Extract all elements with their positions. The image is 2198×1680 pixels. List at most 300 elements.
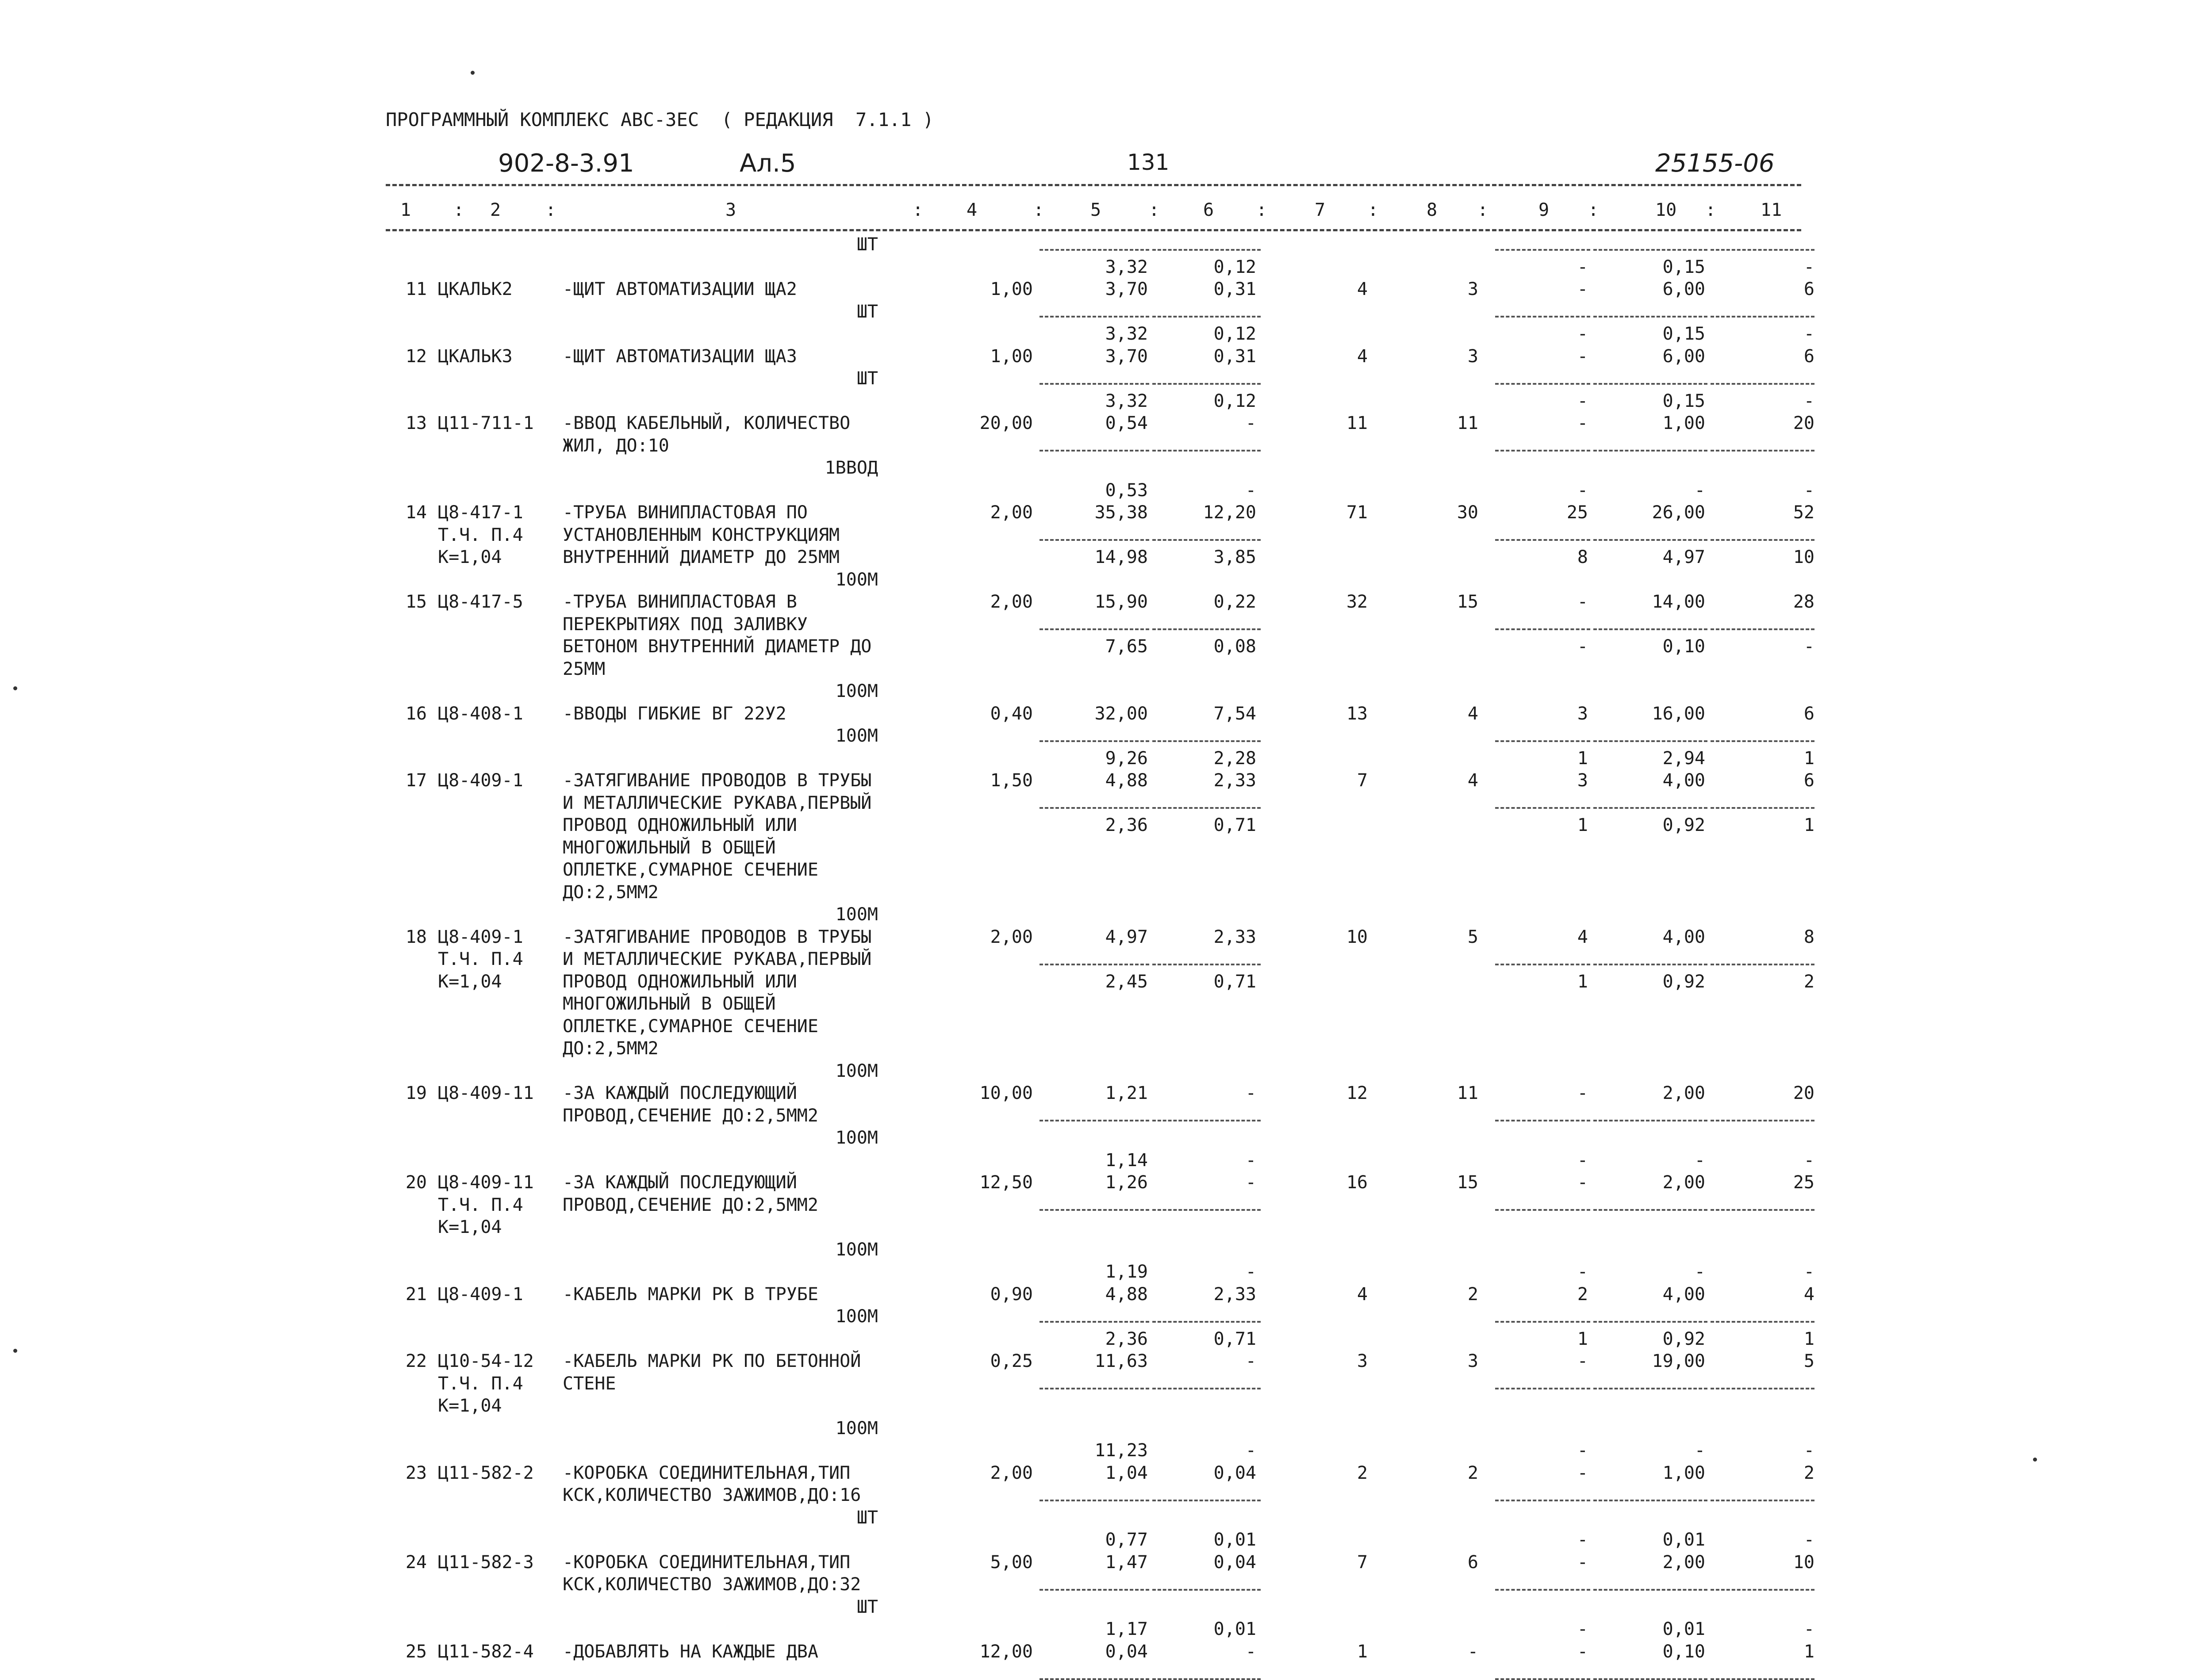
cell-col10: 4,00: [1662, 927, 1705, 947]
cell-col10: 0,10: [1662, 1642, 1705, 1662]
cell-col7: 32: [1346, 592, 1368, 612]
cell-underline: [1495, 1589, 1590, 1591]
cell-col11: 6: [1803, 704, 1814, 724]
cell-col6-sub: 0,71: [1213, 815, 1256, 835]
cell-underline: [1711, 1209, 1814, 1211]
cell-col9-extra: -: [1577, 324, 1588, 344]
cell-col9: -: [1577, 279, 1588, 299]
rate-code: Т.Ч. П.4: [438, 525, 523, 545]
cell-col10-extra: 0,15: [1662, 324, 1705, 344]
cell-underline: [1495, 964, 1590, 965]
cell-col5: 1,21: [1105, 1083, 1148, 1103]
cell-underline: [1593, 1209, 1707, 1211]
cell-col11-sub: 1: [1803, 815, 1814, 835]
cell-col6-sub: 3,85: [1213, 547, 1256, 567]
cell-underline: [1040, 1500, 1149, 1501]
column-number-6: 6: [1203, 200, 1214, 220]
cell-col5-sub: 2,36: [1105, 815, 1148, 835]
cell-col6: -: [1245, 1083, 1256, 1103]
cell-quantity: 2,00: [990, 502, 1033, 523]
cell-col7: 3: [1357, 1351, 1368, 1371]
cell-underline: [1495, 1678, 1590, 1680]
cell-underline: [1711, 807, 1814, 809]
cell-col9: 25: [1566, 502, 1588, 523]
cell-col11: 5: [1803, 1351, 1814, 1371]
cell-underline: [1040, 964, 1149, 965]
scan-speck: [471, 71, 475, 75]
cell-col5-sub: 2,45: [1105, 972, 1148, 992]
cell-col7: 12: [1346, 1083, 1368, 1103]
row-number: 16: [405, 704, 427, 724]
cell-underline: [1711, 628, 1814, 630]
cell-quantity: 12,50: [979, 1172, 1033, 1193]
cell-col9: 3: [1577, 704, 1588, 724]
cell-underline: [1495, 1388, 1590, 1389]
cell-col8: -: [1467, 1642, 1478, 1662]
cell-col11-extra: -: [1803, 1262, 1814, 1282]
cell-col8: 2: [1467, 1284, 1478, 1305]
work-description: ОПЛЕТКЕ,СУМАРНОЕ СЕЧЕНИЕ: [563, 1016, 818, 1037]
cell-underline: [1495, 1500, 1590, 1501]
album-label: Ал.5: [740, 149, 796, 178]
cell-quantity: 0,90: [990, 1284, 1033, 1305]
column-separator: :: [1588, 200, 1599, 220]
cell-col6-extra: 0,01: [1213, 1619, 1256, 1639]
work-description: -ТРУБА ВИНИПЛАСТОВАЯ ПО: [563, 502, 808, 523]
cell-underline: [1593, 1321, 1707, 1323]
cell-col5-extra: 2,36: [1105, 1329, 1148, 1349]
rate-code: Ц11-582-4: [438, 1642, 534, 1662]
cell-col8: 3: [1467, 279, 1478, 299]
cell-col7: 71: [1346, 502, 1368, 523]
cell-col9: -: [1577, 1083, 1588, 1103]
work-description: ПРОВОД ОДНОЖИЛЬНЫЙ ИЛИ: [563, 972, 797, 992]
cell-col11: 20: [1793, 1083, 1814, 1103]
column-number-11: 11: [1761, 200, 1782, 220]
column-number-9: 9: [1538, 200, 1550, 220]
cell-col5: 3,70: [1105, 279, 1148, 299]
rate-code: Ц8-409-1: [438, 770, 523, 791]
work-description: МНОГОЖИЛЬНЫЙ В ОБЩЕЙ: [563, 838, 776, 858]
cell-underline: [1040, 1388, 1149, 1389]
row-number: 14: [405, 502, 427, 523]
cell-col8: 4: [1467, 770, 1478, 791]
rate-code: ЦКАЛЬК3: [438, 346, 513, 367]
cell-col9: 4: [1577, 927, 1588, 947]
cell-underline: [1040, 450, 1149, 452]
header-bottom-rule: [386, 229, 1801, 231]
cell-col11-sub: 10: [1793, 547, 1814, 567]
cell-col9: -: [1577, 413, 1588, 433]
work-description: -ТРУБА ВИНИПЛАСТОВАЯ В: [563, 592, 797, 612]
cell-col11-extra: -: [1803, 391, 1814, 411]
cell-underline: [1593, 383, 1707, 385]
cell-underline: [1593, 539, 1707, 541]
work-description: МНОГОЖИЛЬНЫЙ В ОБЩЕЙ: [563, 994, 776, 1014]
cell-col9: -: [1577, 1552, 1588, 1573]
cell-col6: -: [1245, 413, 1256, 433]
work-description: -ЩИТ АВТОМАТИЗАЦИИ ЩА3: [563, 346, 797, 367]
cell-underline: [1593, 807, 1707, 809]
rate-code: Ц11-582-2: [438, 1463, 534, 1483]
cell-col10: 1,00: [1662, 413, 1705, 433]
rate-code: Ц8-409-11: [438, 1172, 534, 1193]
row-number: 18: [405, 927, 427, 947]
cell-col9-extra: 1: [1577, 1329, 1588, 1349]
rate-code: К=1,04: [438, 547, 502, 567]
cell-underline: [1711, 1321, 1814, 1323]
cell-quantity: 2,00: [990, 1463, 1033, 1483]
row-number: 15: [405, 592, 427, 612]
work-description: -ВВОДЫ ГИБКИЕ ВГ 22У2: [563, 704, 786, 724]
cell-col7: 2: [1357, 1463, 1368, 1483]
cell-col6: 12,20: [1203, 502, 1256, 523]
cell-underline: [1711, 539, 1814, 541]
cell-col5-extra: 3,32: [1105, 391, 1148, 411]
cell-col5: 4,97: [1105, 927, 1148, 947]
cell-col8: 11: [1457, 413, 1478, 433]
cell-col8: 6: [1467, 1552, 1478, 1573]
inventory-code: 25155-06: [1655, 149, 1775, 178]
page-number: 131: [1127, 149, 1170, 175]
cell-col6: 2,33: [1213, 927, 1256, 947]
cell-underline: [1495, 1321, 1590, 1323]
work-description: ВНУТРЕННИЙ ДИАМЕТР ДО 25ММ: [563, 547, 840, 567]
unit-label: 100М: [835, 904, 878, 925]
cell-col10-sub: 4,97: [1662, 547, 1705, 567]
cell-underline: [1152, 1500, 1261, 1501]
cell-underline: [1040, 1120, 1149, 1121]
cell-col8: 2: [1467, 1463, 1478, 1483]
cell-col6-extra: 0,12: [1213, 391, 1256, 411]
cell-quantity: 5,00: [990, 1552, 1033, 1573]
cell-col10: 4,00: [1662, 770, 1705, 791]
cell-underline: [1711, 964, 1814, 965]
cell-underline: [1152, 450, 1261, 452]
cell-underline: [1152, 1209, 1261, 1211]
cell-col10: 1,00: [1662, 1463, 1705, 1483]
cell-underline: [1711, 450, 1814, 452]
cell-col5-extra: 1,14: [1105, 1150, 1148, 1171]
rate-code: Т.Ч. П.4: [438, 1195, 523, 1215]
cell-col10-extra: 0,92: [1662, 1329, 1705, 1349]
cell-col10-extra: -: [1694, 480, 1705, 501]
cell-col5: 32,00: [1094, 704, 1148, 724]
rate-code: Ц8-417-1: [438, 502, 523, 523]
cell-col10-sub: 0,92: [1662, 815, 1705, 835]
cell-col9-extra: -: [1577, 257, 1588, 277]
column-separator: :: [1477, 200, 1488, 220]
cell-underline: [1593, 740, 1707, 742]
column-separator: :: [1368, 200, 1379, 220]
cell-col8: 4: [1467, 704, 1478, 724]
cell-col9: -: [1577, 1351, 1588, 1371]
cell-col10: 2,00: [1662, 1552, 1705, 1573]
cell-col9-extra: -: [1577, 1150, 1588, 1171]
column-number-7: 7: [1315, 200, 1326, 220]
cell-col11-extra: -: [1803, 1150, 1814, 1171]
cell-underline: [1495, 740, 1590, 742]
unit-label: ШТ: [856, 302, 878, 322]
column-number-2: 2: [490, 200, 501, 220]
unit-label: ШТ: [856, 1597, 878, 1617]
cell-underline: [1040, 807, 1149, 809]
cell-col5-extra: 0,77: [1105, 1530, 1148, 1550]
rate-code: К=1,04: [438, 1217, 502, 1237]
cell-col5-sub: 14,98: [1094, 547, 1148, 567]
column-separator: :: [913, 200, 924, 220]
cell-col6-extra: -: [1245, 480, 1256, 501]
cell-col6-extra: 0,71: [1213, 1329, 1256, 1349]
cell-underline: [1152, 1120, 1261, 1121]
unit-label: 100М: [835, 1418, 878, 1439]
cell-col5-extra: 3,32: [1105, 257, 1148, 277]
cell-underline: [1593, 1678, 1707, 1680]
cell-col10-extra: -: [1694, 1440, 1705, 1461]
cell-col7: 16: [1346, 1172, 1368, 1193]
cell-col7: 7: [1357, 770, 1368, 791]
row-number: 23: [405, 1463, 427, 1483]
cell-col10-extra: -: [1694, 1150, 1705, 1171]
unit-label: 100М: [835, 570, 878, 590]
cell-col5-extra: 1,19: [1105, 1262, 1148, 1282]
work-description: -ЩИТ АВТОМАТИЗАЦИИ ЩА2: [563, 279, 797, 299]
cell-col11-extra: -: [1803, 1440, 1814, 1461]
cell-col10: 6,00: [1662, 346, 1705, 367]
work-description: ПРОВОД,СЕЧЕНИЕ ДО:2,5ММ2: [563, 1195, 818, 1215]
cell-col11: 10: [1793, 1552, 1814, 1573]
work-description: -ЗА КАЖДЫЙ ПОСЛЕДУЮЩИЙ: [563, 1172, 797, 1193]
cell-col5-extra: 9,26: [1105, 748, 1148, 769]
rate-code: ЦКАЛЬК2: [438, 279, 513, 299]
work-description: ОПЛЕТКЕ,СУМАРНОЕ СЕЧЕНИЕ: [563, 860, 818, 880]
cell-col7: 10: [1346, 927, 1368, 947]
work-description: -КАБЕЛЬ МАРКИ РК ПО БЕТОННОЙ: [563, 1351, 861, 1371]
cell-col7: 4: [1357, 279, 1368, 299]
cell-col7: 13: [1346, 704, 1368, 724]
cell-col11-extra: -: [1803, 1530, 1814, 1550]
cell-col11-extra: 1: [1803, 1329, 1814, 1349]
cell-underline: [1495, 316, 1590, 318]
cell-col10-sub: 0,10: [1662, 636, 1705, 657]
cell-col8: 5: [1467, 927, 1478, 947]
cell-underline: [1152, 249, 1261, 251]
work-description: И МЕТАЛЛИЧЕСКИЕ РУКАВА,ПЕРВЫЙ: [563, 793, 872, 813]
cell-col10-extra: 0,01: [1662, 1619, 1705, 1639]
cell-col5: 11,63: [1094, 1351, 1148, 1371]
cell-quantity: 0,25: [990, 1351, 1033, 1371]
cell-col10-sub: 0,92: [1662, 972, 1705, 992]
cell-col6: 0,31: [1213, 279, 1256, 299]
cell-quantity: 12,00: [979, 1642, 1033, 1662]
row-number: 13: [405, 413, 427, 433]
cell-underline: [1152, 964, 1261, 965]
unit-label: ШТ: [856, 368, 878, 389]
cell-col6-sub: 0,71: [1213, 972, 1256, 992]
cell-quantity: 20,00: [979, 413, 1033, 433]
cell-col9-extra: -: [1577, 1440, 1588, 1461]
cell-underline: [1711, 1589, 1814, 1591]
unit-label: 1ВВОД: [825, 458, 878, 478]
cell-col7: 1: [1357, 1642, 1368, 1662]
work-description: БЕТОНОМ ВНУТРЕННИЙ ДИАМЕТР ДО: [563, 636, 872, 657]
cell-col6-extra: 0,01: [1213, 1530, 1256, 1550]
unit-label: 100М: [835, 1240, 878, 1260]
column-number-4: 4: [967, 200, 978, 220]
cell-underline: [1593, 964, 1707, 965]
cell-col11: 2: [1803, 1463, 1814, 1483]
cell-col10: 2,00: [1662, 1083, 1705, 1103]
cell-col11: 6: [1803, 346, 1814, 367]
row-number: 22: [405, 1351, 427, 1371]
cell-col9: -: [1577, 346, 1588, 367]
work-description: ПРОВОД ОДНОЖИЛЬНЫЙ ИЛИ: [563, 815, 797, 835]
row-number: 19: [405, 1083, 427, 1103]
work-description: ЖИЛ, ДО:10: [563, 436, 669, 456]
cell-underline: [1711, 316, 1814, 318]
row-number: 21: [405, 1284, 427, 1305]
cell-col6: 0,04: [1213, 1463, 1256, 1483]
cell-underline: [1593, 316, 1707, 318]
column-separator: :: [1705, 200, 1716, 220]
cell-col5: 0,04: [1105, 1642, 1148, 1662]
cell-col6: 0,22: [1213, 592, 1256, 612]
cell-col11: 20: [1793, 413, 1814, 433]
cell-col11: 28: [1793, 592, 1814, 612]
cell-col7: 11: [1346, 413, 1368, 433]
header-top-rule: [386, 184, 1801, 186]
cell-col11: 6: [1803, 279, 1814, 299]
rate-code: Т.Ч. П.4: [438, 1374, 523, 1394]
row-number: 25: [405, 1642, 427, 1662]
cell-underline: [1040, 539, 1149, 541]
cell-col5: 1,26: [1105, 1172, 1148, 1193]
cell-quantity: 2,00: [990, 927, 1033, 947]
cell-underline: [1152, 1678, 1261, 1680]
cell-col10-extra: -: [1694, 1262, 1705, 1282]
cell-underline: [1593, 628, 1707, 630]
cell-col10-extra: 2,94: [1662, 748, 1705, 769]
cell-underline: [1152, 628, 1261, 630]
cell-col8: 15: [1457, 592, 1478, 612]
cell-col6: -: [1245, 1172, 1256, 1193]
work-description: ДО:2,5ММ2: [563, 882, 659, 903]
cell-col7: 4: [1357, 1284, 1368, 1305]
cell-col11-extra: 1: [1803, 748, 1814, 769]
work-description: ПРОВОД,СЕЧЕНИЕ ДО:2,5ММ2: [563, 1106, 818, 1126]
work-description: -КОРОБКА СОЕДИНИТЕЛЬНАЯ,ТИП: [563, 1463, 851, 1483]
cell-underline: [1711, 249, 1814, 251]
cell-underline: [1040, 316, 1149, 318]
cell-underline: [1711, 1120, 1814, 1121]
cell-col8: 11: [1457, 1083, 1478, 1103]
unit-label: 100М: [835, 1306, 878, 1327]
cell-quantity: 2,00: [990, 592, 1033, 612]
cell-col11: 52: [1793, 502, 1814, 523]
cell-col5: 4,88: [1105, 770, 1148, 791]
cell-col11-extra: -: [1803, 324, 1814, 344]
cell-col7: 7: [1357, 1552, 1368, 1573]
unit-label: ШТ: [856, 1508, 878, 1528]
cell-col9: 2: [1577, 1284, 1588, 1305]
work-description: КСК,КОЛИЧЕСТВО ЗАЖИМОВ,ДО:16: [563, 1485, 861, 1505]
cell-col5: 15,90: [1094, 592, 1148, 612]
cell-col8: 15: [1457, 1172, 1478, 1193]
work-description: УСТАНОВЛЕННЫМ КОНСТРУКЦИЯМ: [563, 525, 840, 545]
cell-underline: [1495, 539, 1590, 541]
cell-col10: 19,00: [1652, 1351, 1705, 1371]
cell-col5: 3,70: [1105, 346, 1148, 367]
column-separator: :: [453, 200, 464, 220]
cell-col10: 26,00: [1652, 502, 1705, 523]
work-description: -ВВОД КАБЕЛЬНЫЙ, КОЛИЧЕСТВО: [563, 413, 851, 433]
cell-col11-sub: -: [1803, 636, 1814, 657]
cell-underline: [1711, 1388, 1814, 1389]
cell-underline: [1495, 383, 1590, 385]
work-description: -КОРОБКА СОЕДИНИТЕЛЬНАЯ,ТИП: [563, 1552, 851, 1573]
cell-col6: 2,33: [1213, 770, 1256, 791]
cell-col9-extra: -: [1577, 480, 1588, 501]
work-description: ДО:2,5ММ2: [563, 1038, 659, 1059]
cell-underline: [1711, 383, 1814, 385]
cell-underline: [1040, 740, 1149, 742]
cell-underline: [1152, 1388, 1261, 1389]
cell-quantity: 1,00: [990, 346, 1033, 367]
cell-col6-extra: -: [1245, 1150, 1256, 1171]
cell-underline: [1040, 1678, 1149, 1680]
cell-col6: -: [1245, 1351, 1256, 1371]
column-separator: :: [545, 200, 556, 220]
cell-col8: 3: [1467, 346, 1478, 367]
scan-speck: [13, 686, 17, 690]
unit-label: 100М: [835, 726, 878, 746]
cell-underline: [1711, 740, 1814, 742]
column-separator: :: [1149, 200, 1160, 220]
cell-underline: [1495, 1120, 1590, 1121]
cell-underline: [1593, 450, 1707, 452]
work-description: 25ММ: [563, 659, 606, 679]
column-number-8: 8: [1427, 200, 1438, 220]
cell-col5: 4,88: [1105, 1284, 1148, 1305]
cell-col9: -: [1577, 592, 1588, 612]
cell-col6: 2,33: [1213, 1284, 1256, 1305]
cell-quantity: 10,00: [979, 1083, 1033, 1103]
cell-underline: [1040, 628, 1149, 630]
cell-underline: [1711, 1500, 1814, 1501]
cell-underline: [1152, 807, 1261, 809]
cell-col8: 3: [1467, 1351, 1478, 1371]
work-description: СТЕНЕ: [563, 1374, 616, 1394]
cell-col10: 14,00: [1652, 592, 1705, 612]
cell-col10-extra: 0,15: [1662, 391, 1705, 411]
cell-quantity: 0,40: [990, 704, 1033, 724]
cell-underline: [1495, 1209, 1590, 1211]
cell-col5: 1,47: [1105, 1552, 1148, 1573]
cell-col11: 4: [1803, 1284, 1814, 1305]
cell-col5-extra: 3,32: [1105, 324, 1148, 344]
work-description: И МЕТАЛЛИЧЕСКИЕ РУКАВА,ПЕРВЫЙ: [563, 949, 872, 969]
column-separator: :: [1033, 200, 1044, 220]
unit-label: 100М: [835, 1061, 878, 1081]
cell-underline: [1152, 740, 1261, 742]
cell-col9-extra: -: [1577, 1262, 1588, 1282]
work-description: -ДОБАВЛЯТЬ НА КАЖДЫЕ ДВА: [563, 1642, 818, 1662]
cell-col11-extra: -: [1803, 480, 1814, 501]
program-title: ПРОГРАММНЫЙ КОМПЛЕКС АВС-3ЕС ( РЕДАКЦИЯ 7.1.1 ): [386, 109, 934, 130]
row-number: 12: [405, 346, 427, 367]
cell-underline: [1152, 539, 1261, 541]
cell-col9-extra: 1: [1577, 748, 1588, 769]
